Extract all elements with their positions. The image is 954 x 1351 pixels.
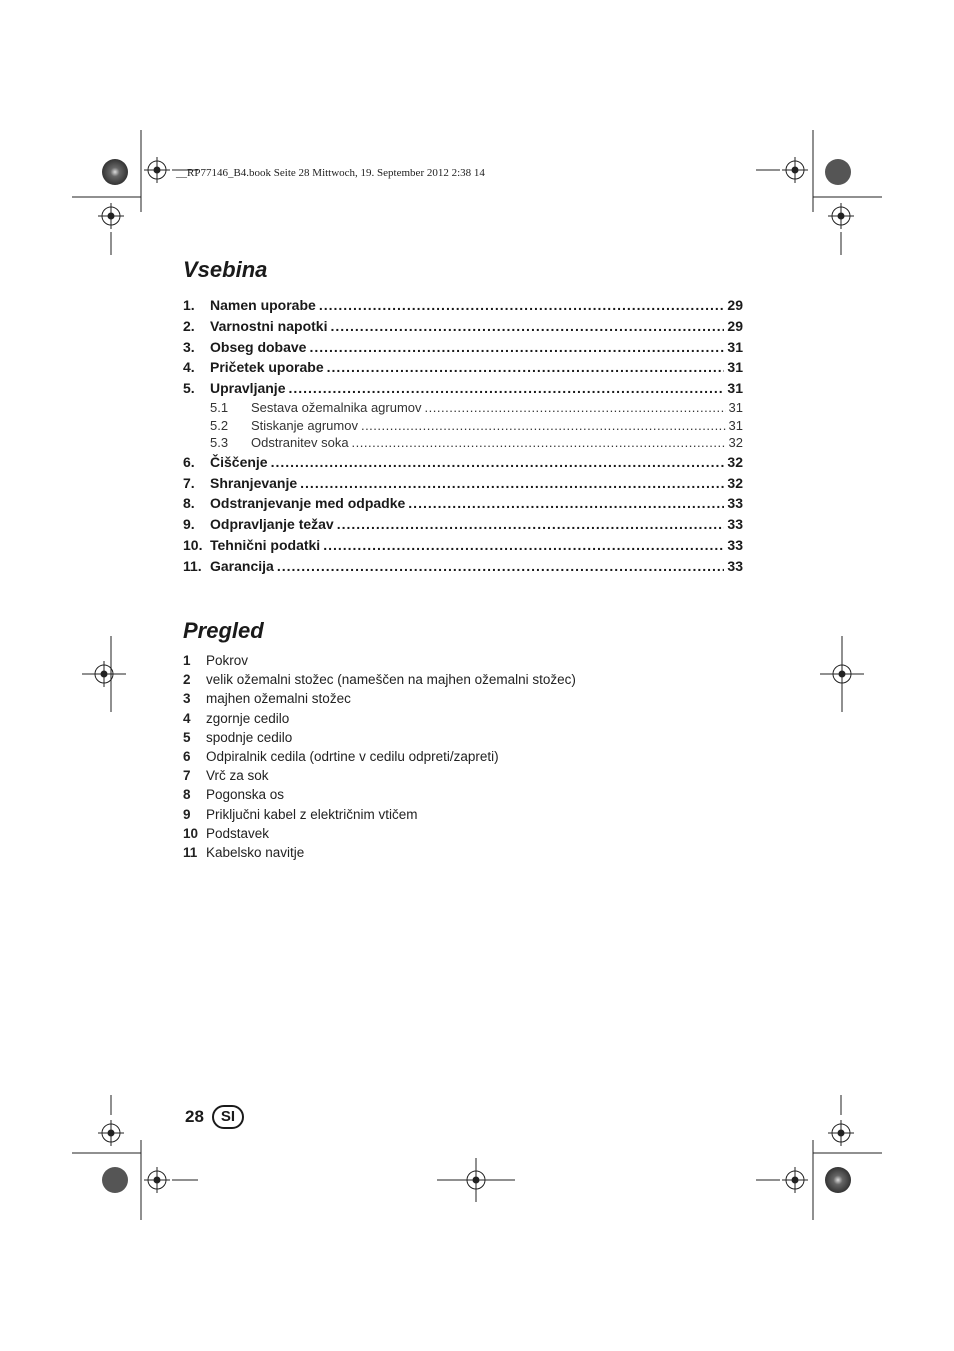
color-target-top-right xyxy=(825,159,851,185)
list-item: 9 Priključni kabel z električnim vtičem xyxy=(183,806,418,822)
toc-subentry[interactable]: 5.2 Stiskanje agrumov ..... 31 xyxy=(183,417,743,435)
toc-entry[interactable]: 9. Odpravljanje težav ..... 33 xyxy=(183,514,743,535)
registration-mark-bottom-left-1 xyxy=(98,1120,124,1146)
registration-mark-top-left-2 xyxy=(98,203,124,229)
registration-mark-bottom-center xyxy=(463,1167,489,1193)
list-item: 4 zgornje cedilo xyxy=(183,710,290,726)
toc-entry[interactable]: 6. Čiščenje ..... 32 xyxy=(183,452,743,473)
list-item: 3 majhen ožemalni stožec xyxy=(183,691,351,707)
list-item: 2 velik ožemalni stožec (nameščen na majhen ožemalni stožec) xyxy=(183,672,576,688)
list-item: 5 spodnje cedilo xyxy=(183,729,293,745)
list-item: 10 Podstavek xyxy=(183,825,270,841)
registration-mark-top-right-1 xyxy=(782,157,808,183)
list-item: 1 Pokrov xyxy=(183,653,249,668)
language-badge: SI xyxy=(212,1105,244,1129)
toc-entry[interactable]: 1. Namen uporabe ..... 29 xyxy=(183,295,743,316)
toc-entry[interactable]: 3. Obseg dobave ..... 31 xyxy=(183,337,743,358)
list-item: 6 Odpiralnik cedila (odrtine v cedilu odpreti/zapreti) xyxy=(183,748,499,764)
color-target-bottom-left xyxy=(102,1167,128,1193)
toc-subentry[interactable]: 5.3 Odstranitev soka ..... 32 xyxy=(183,434,743,452)
overview-list xyxy=(183,651,783,862)
overview-heading: Pregled xyxy=(183,618,264,643)
registration-mark-mid-left xyxy=(91,661,117,687)
registration-mark-mid-right xyxy=(829,661,855,687)
toc-entry[interactable]: 8. Odstranjevanje med odpadke ..... 33 xyxy=(183,493,743,514)
table-of-contents xyxy=(183,295,743,577)
list-item: 7 Vrč za sok xyxy=(183,768,269,784)
registration-mark-top-right-2 xyxy=(828,203,854,229)
toc-entry[interactable]: 2. Varnostni napotki ..... 29 xyxy=(183,316,743,337)
page-number: 28 xyxy=(185,1107,204,1126)
page-footer xyxy=(185,1105,244,1129)
list-item: 11 Kabelsko navitje xyxy=(183,844,305,860)
color-target-bottom-right xyxy=(825,1167,851,1193)
registration-mark-bottom-left-2 xyxy=(144,1167,170,1193)
list-item: 8 Pogonska os xyxy=(183,787,285,803)
registration-mark-bottom-right-2 xyxy=(782,1167,808,1193)
toc-entry[interactable]: 10. Tehnični podatki ..... 33 xyxy=(183,535,743,556)
print-header: __RP77146_B4.book Seite 28 Mittwoch, 19. September 2012 2:38 14 xyxy=(176,167,485,179)
toc-entry[interactable]: 7. Shranjevanje ..... 32 xyxy=(183,473,743,494)
registration-mark-top-left-1 xyxy=(144,157,170,183)
registration-mark-bottom-right-1 xyxy=(828,1120,854,1146)
toc-entry[interactable]: 5. Upravljanje ..... 31 xyxy=(183,378,743,399)
toc-entry[interactable]: 4. Pričetek uporabe ..... 31 xyxy=(183,357,743,378)
color-target-top-left xyxy=(102,159,128,185)
toc-heading: Vsebina xyxy=(183,257,268,282)
toc-subentry[interactable]: 5.1 Sestava ožemalnika agrumov ..... 31 xyxy=(183,399,743,417)
toc-entry[interactable]: 11. Garancija ..... 33 xyxy=(183,556,743,577)
